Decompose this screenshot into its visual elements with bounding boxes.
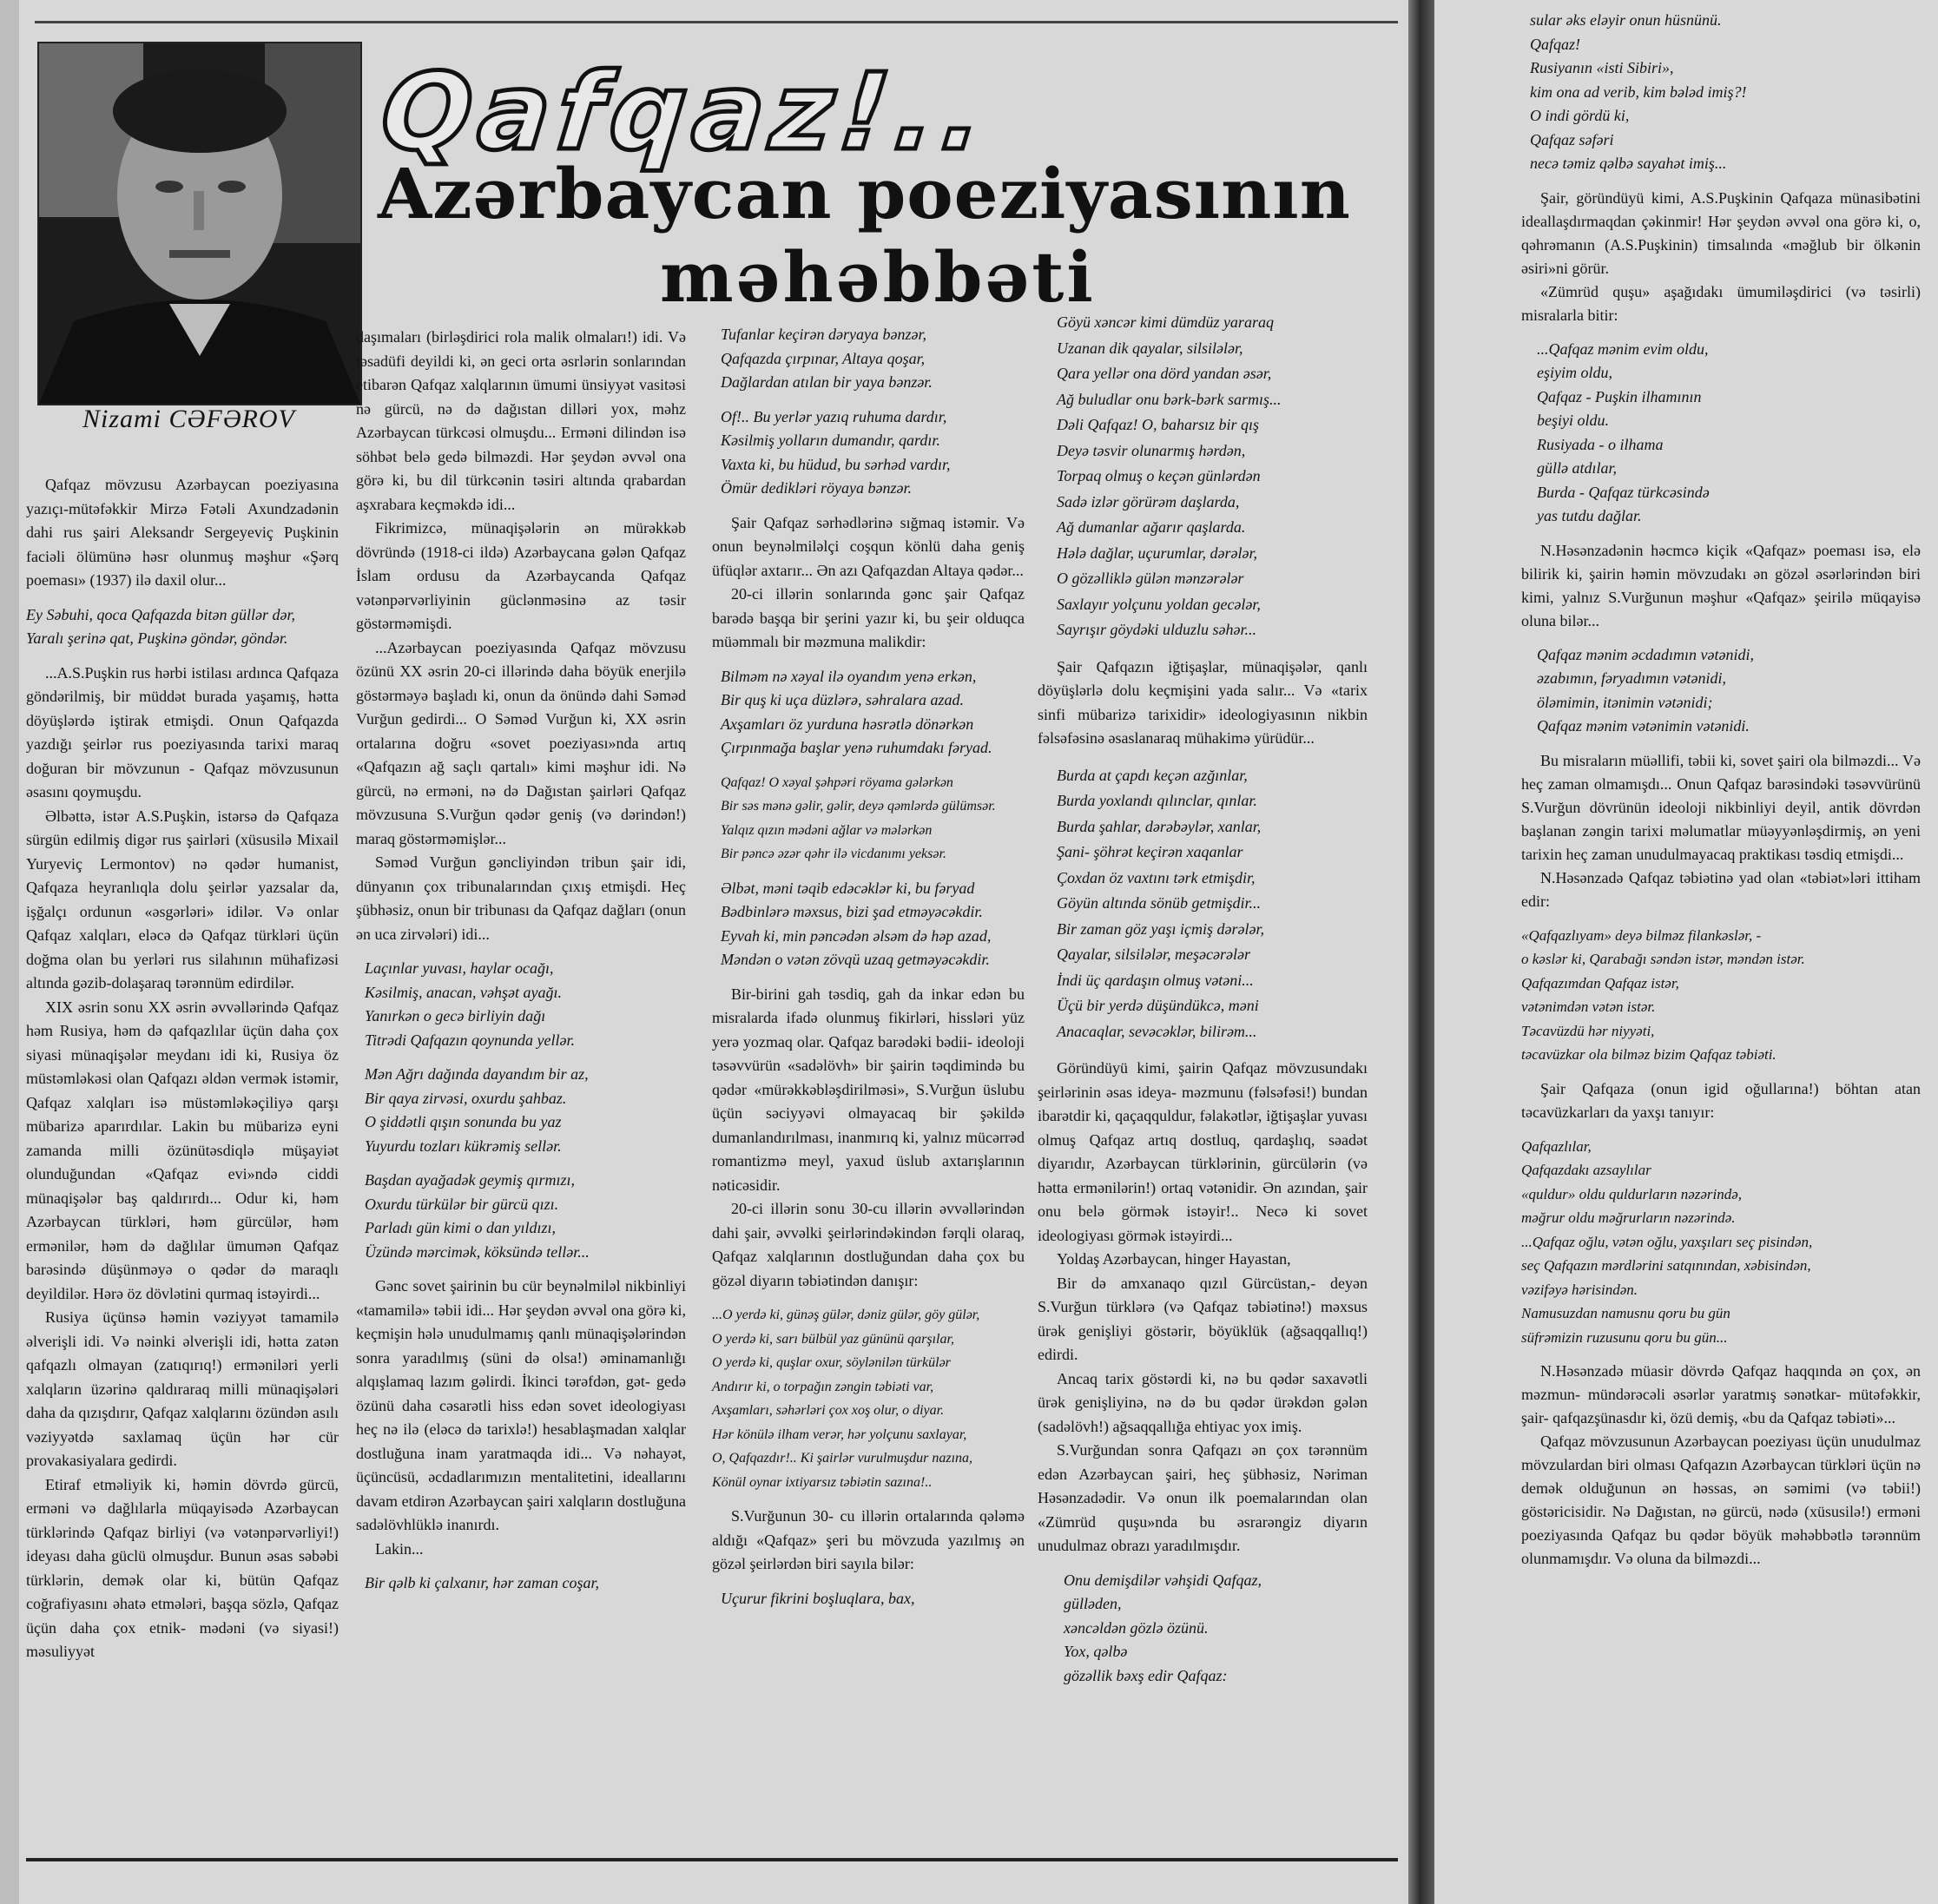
paragraph: Yoldaş Azərbaycan, hinger Hayastan, — [1057, 1250, 1291, 1268]
poem-stanza: Qafqaz mənim əcdadımın vətənidi, əzabımın, fəryadımın vətənidi, öləmimin, itənimin vətənidi; Qafqaz mənim vətənimin vətənidi. — [1537, 645, 1754, 735]
paragraph: Rusiya üçünsə həmin vəziyyət tamamilə əlverişli idi. Və nəinki əlverişli idi, hətta zatən qafqazlı olmayan (zatıqırıq!) erməniləri yerli xalqların üzərinə qaldıraraq milli münaqişələri daha da qızışdırır, Qafqaz xalqlarını özündən asılı vəziyyətdə saxlamaq üçün hər cür provakasiyalara gedirdi. — [26, 1308, 339, 1469]
paragraph: ...A.S.Puşkin rus hərbi istilası ardınca Qafqaza göndərilmiş, bir müddət burada yaşamış, hətta döyüşlərdə iştirak etmişdi. Onun Qafqazda yazdığı şeirlər rus poeziyasında tarixi maraq doğuran bir mövzunun - Qafqaz mövzusunun əsasını qoymuşdu. — [26, 663, 339, 800]
paragraph: Şair Qafqazın iğtişaşlar, münaqişələr, qanlı döyüşlərlə dolu keçmişini yada salır... Və «tarix sinfi mübarizə tarixidir» ideologiyasının nikbin fəlsəfəsinə əsaslanaraq mühakimə yürüdür... — [1038, 657, 1368, 747]
poem-stanza: «Qafqazlıyam» deyə bilməz filankəslər, - o kəslər ki, Qarabağı səndən istər, məndən istər. Qafqazımdan Qafqaz istər, vətənimdən vətən istər. Təcavüzdü hər niyyəti, təcavüzkar ola bilməz bizim Qafqaz təbiəti. — [1521, 926, 1805, 1063]
paragraph: S.Vurğunun 30- cu illərin ortalarında qələmə aldığı «Qafqaz» şeri bu mövzuda yazılmış ən gözəl şeirlərdən biri sayıla bilər: — [712, 1507, 1025, 1572]
poem-stanza: Qafqazlılar, Qafqazdakı azsaylılar «quldur» oldu quldurların nəzərində, məğrur oldu məğrurların nəzərində. ...Qafqaz oğlu, vətən oğlu, yaxşıları seç pisindən, seç Qafqazın mərdlərini satqınından, xəbisindən, vəzifəyə hərisindən. Namusuzdan namusnu qoru bu gün süfrəmizin ruzusunu qoru bu gün... — [1521, 1137, 1813, 1346]
poem-stanza: Tufanlar keçirən dəryaya bənzər, Qafqazda çırpınar, Altaya qoşar, Dağlardan atılan bir yaya bənzər. — [721, 326, 933, 391]
paragraph: Qafqaz mövzusu Azərbaycan poeziyasına yazıçı-mütəfəkkir Mirzə Fətəli Axundzadənin dahi rus şairi Aleksandr Sergeyeviç Puşkinin faciəli ölümünə həsr olunmuş məşhur «Şərq poeması» (1937) ilə daxil olur... — [26, 476, 339, 589]
poem-stanza: ...Qafqaz mənim evim oldu, eşiyim oldu, Qafqaz - Puşkin ilhamının beşiyi oldu. Rusiyada - o ilhama güllə atdılar, Burda - Qafqaz türkcəsində yas tutdu dağlar. — [1537, 339, 1710, 524]
article-column-4 — [1038, 310, 1368, 1698]
poem-stanza: sular əks elәyir onun hüsnünü. Qafqaz! Rusiyanın «isti Sibiri», kim ona ad verib, kim bələd imiş?! O indi gördü ki, Qafqaz səfəri necə təmiz qəlbə sayahət imiş... — [1530, 11, 1747, 172]
paragraph: «Zümrüd quşu» aşağıdakı ümumiləşdirici (və təsirli) misralarla bitir: — [1521, 282, 1921, 324]
paragraph: Bu misraların müəllifi, təbii ki, sovet şairi ola bilməzdi... Və heç zaman olmamışdı... Onun Qafqaz barəsindəki təsəvvürünü S.Vurğun dövrünün ideoloji nikbinliyi deyil, antik dövrdən başlanan zəngin tarixi məlumatlar müəyyənləşdirmiş, ən yeni tarixin heç zaman unudulmayacaq praktikası təsdiq etmişdi... — [1521, 751, 1921, 863]
article-column-2 — [356, 326, 686, 1606]
poem-stanza: Mən Ağrı dağında dayandım bir az, Bir qaya zirvəsi, oxurdu şahbaz. O şiddətli qışın sonunda bu yaz Yuyurdu tozları kükrəmiş sellər. — [365, 1065, 589, 1155]
paragraph: Fikrimizcə, münaqişələrin ən mürəkkəb dövründə (1918-ci ildə) Azərbaycana gələn Qafqaz İslam ordusu da Azərbaycanda Qafqaz vətənpərvərliyinin güclənməsinə az təsir göstərməmişdi. — [356, 519, 686, 632]
bottom-rule — [26, 1858, 1398, 1861]
paragraph: Gənc sovet şairinin bu cür beynəlmiləl nikbinliyi «tamamilə» təbii idi... Hər şeydən əvvəl ona görə ki, keçmişin hələ unudulmamış qanlı münaqişələrindən sonra yaradılmış (süni də olsa!) əminamanlığı alqışlamaq lazım gəlirdi. İkinci tərəfdən, gət- gedə özünü daha cəsarətli hiss edən sovet ideologiyası heç nə ilə (eləcə də tarixlə!) hesablaşmadan xalqlar dostluğuna inam yaratmaqda idi... Və nəhayət, üçüncüsü, əcdadlarımızın mentalitetini, ideallarını davam etdirən Azərbaycan şairi xalqların dostluğuna sadəlövhlüklə inanırdı. — [356, 1277, 686, 1533]
paragraph: Göründüyü kimi, şairin Qafqaz mövzusundakı şeirlərinin əsas ideya- məzmunu (fəlsəfəsi!) bundan ibarətdir ki, qaçaqquldur, fəlakətlər, iğtişaşlar yuvası olmuş Qafqaz artıq dostluq, qardaşlıq, səadət diyarıdır, Azərbaycan türklərinin, gürcülərin (və hətta ermənilərin!) ortaq vətənidir. Ən azından, şair onu belə görmək istəyir!.. Necə ki sovet ideologiyası görmək istəyirdi... — [1038, 1059, 1368, 1244]
poem-stanza: Of!.. Bu yerlər yazıq ruhuma dardır, Kəsilmiş yolların dumandır, qardır. Vaxta ki, bu hüdud, bu sərhəd vardır, Ömür dedikləri röyaya bənzər. — [721, 407, 951, 497]
poem-stanza: ...O yerdə ki, günəş gülər, dəniz gülər, göy gülər, O yerdə ki, sarı bülbül yaz gününü qarşılar, O yerdə ki, quşlar oxur, söylənilən türkülər Andırır ki, o torpağın zəngin təbiəti var, Axşamları, səhərləri çox xoş olur, o diyar. Hər könülə ilham verər, hər yolçunu saxlayar, O, Qafqazdır!.. Ki şairlər vurulmuşdur nazına, Könül oynar ixtiyarsız təbiətin sazına!.. — [712, 1308, 980, 1490]
paragraph: 20-ci illərin sonlarında gənc şair Qafqaz barədə başqa bir şerini yazır ki, bu şeir olduqca müəmmalı bir məzmuna malikdir: — [712, 585, 1025, 650]
paragraph: Ancaq tarix göstərdi ki, nə bu qədər saxavətli ürək genişliyinə, nə də bu qədər ürəkdən gələn (sadəlövh!) ağsaqqallığa ehtiyac yox imiş. — [1038, 1369, 1368, 1435]
headline-subtitle-line1: Azərbaycan poeziyasının — [378, 153, 1351, 234]
paragraph: Şair Qafqaza (onun igid oğullarına!) böhtan atan təcavüzkarları da yaxşı tanıyır: — [1521, 1079, 1921, 1121]
author-portrait-icon — [39, 43, 360, 404]
poem-stanza: Bir qəlb ki çalxanır, hər zaman coşar, — [365, 1574, 599, 1591]
poem-stanza: Bilməm nə xəyal ilə oyandım yenə erkən, Bir quş ki uça düzlərə, səhralara azad. Axşamları öz yurduna həsrətlə dönərkən Çırpınmağa başlar yenə ruhumdakı fəryad. — [721, 667, 992, 756]
poem-stanza: Onu demişdilər vəhşidi Qafqaz, gülləden, xəncəldən gözlə özünü. Yox, qəlbə gözəllik bəxş edir Qafqaz: — [1064, 1571, 1262, 1684]
paragraph: S.Vurğundan sonra Qafqazı ən çox tərənnüm edən Azərbaycan şairi, heç şübhəsiz, Nəriman Həsənzadədir. Və onun ilk poemalarından olan «Zümrüd quşu»nda bu əsrarəngiz diyarın unudulmaz obrazı yaradılmışdır. — [1038, 1441, 1368, 1554]
paragraph: N.Həsənzadənin həcmcə kiçik «Qafqaz» poeması isə, elə bilirik ki, şairin həmin mövzudakı ən gözəl əsərlərindən biri kimi, yalnız S.Vurğunun məşhur «Qafqaz» şeirilə müqayisə oluna bilər... — [1521, 541, 1921, 629]
paragraph: Lakin... — [375, 1539, 424, 1558]
page-gutter — [1408, 0, 1434, 1904]
poem-stanza: Uçurur fikrini boşluqlara, bax, — [721, 1589, 915, 1607]
poem-stanza: Laçınlar yuvası, haylar ocağı, Kəsilmiş, anacan, vəhşət ayağı. Yanırkən o gecə birliyin dağı Titrədi Qafqazın qoynunda yellər. — [365, 959, 575, 1049]
paragraph: N.Həsənzadə Qafqaz təbiətinə yad olan «təbiət»ləri ittiham edir: — [1521, 868, 1921, 910]
epigraph: Ey Səbuhi, qoca Qafqazda bitən güllər dər, Yaralı şerinə qat, Puşkinə göndər, göndər. — [26, 605, 295, 647]
paragraph: Bir də amxanaqo qızıl Gürcüstan,- deyən S.Vurğun türklərə (və Qafqaz təbiətinə!) məxsus ürək genişliyi göstərir, böyüklük (ağsaqqallıq!) edirdi. — [1038, 1274, 1368, 1363]
paragraph: XIX əsrin sonu XX əsrin əvvəllərində Qafqaz həm Rusiya, həm də qafqazlılar üçün daha çox siyasi münaqişələr meydanı idi ki, Rusiya öz müstəmləkəsi olan Qafqazı əldən vermək istəmir, Qafqaz xalqları isə müstəmləkəçiliyə qarşı mübarizə aparırdılar. Lakin bu mübarizə eyni zamanda milli özünütəsdiqlə müşayiət olunduğundan «Qafqaz evi»ndə ciddi münaqişələr baş qaldırırdı... Odur ki, həm Azərbaycan türkləri, həm gürcülər, həm ermənilər, həm də dağlılar ümumən Qafqaz barəsində düşünməyə o qədər də maraqlı deyildilər. Hərə öz dövlətini qurmaq istəyirdi... — [26, 998, 339, 1302]
poem-stanza: Əlbət, məni təqib edəcəklər ki, bu fəryad Bədbinlərə məxsus, bizi şad etməyəcəkdir. Eyvah ki, min pəncədən əlsəm də həp azad, Məndən o vətən zövqü uzaq getməyəcəkdir. — [721, 879, 992, 968]
top-rule — [35, 21, 1398, 23]
poem-stanza: Qafqaz! O xəyal şəhpəri röyama gələrkən Bir səs mənə gəlir, gəlir, deyə qəmlərdə gülümsər. Yalqız qızın mədəni ağlar və mələrkən Bir pəncə əzər qəhr ilə vicdanımı yeksər. — [721, 774, 996, 861]
paragraph: Bir-birini gah təsdiq, gah da inkar edən bu misralarda ifadə olunmuş fikirləri, hissləri yüz yerə yozmaq olar. Qafqaz barədəki bədii- ideoloji təsəvvürün «sadəlövh» bir şairin təqdimində bu qədər «mürəkkəbləşdirilməsi», S.Vurğun üslubu üçün səciyyəvi olmayacaq bir şəkildə dumanlandırılması, inanmırıq ki, yalnız mücərrəd romantizmə meyl, yaxud üslub axtarışlarının nəticəsidir. — [712, 985, 1025, 1194]
paragraph: Əlbəttə, istər A.S.Puşkin, istərsə də Qafqaza sürgün edilmiş digər rus şairləri (xüsusilə Mixail Yuryeviç Lermontov) nə qədər humanist, Qafqaza heyranlıqla dolu şeirlər yazsalar da, işğalçı ordunun «əsgərləri» idilər. Və onlar Qafqaz xalqları, eləcə də Qafqaz türkləri üçün doğma olan bu yerləri rus silahının mühafizəsi altında gəzib-dolaşaraq tərənnüm edirdilər. — [26, 807, 339, 992]
paragraph: ...Azərbaycan poeziyasında Qafqaz mövzusu özünü XX əsrin 20-ci illərində daha böyük enerjilə göstərməyə başladı ki, onun da önündə dahi Səməd Vurğun gedirdi... O Səməd Vurğun ki, XX əsrin ortalarına doğru «sovet poeziyası»nda artıq «Qafqazın ağ saçlı qartalı» kimi məşhur idi. Nə gürcü, nə erməni, nə də Dağıstan şairləri Qafqaz mövzusuna S.Vurğun qədər geniş (və dərindən!) maraq göstərməmişlər... — [356, 638, 686, 847]
paragraph: Qafqaz mövzusunun Azərbaycan poeziyası üçün unudulmaz mövzulardan biri olması Qafqazın Azərbaycan türkləri üçün nə demək olduğunun ən həssas, ən səmimi (və təbii!) göstəricisidir. Nə Dağıstan, nə gürcü, nədə (xüsusilə!) erməni poeziyasında Qafqaz bu qədər böyük məhəbbətlə tərənnüm olunmamışdır. Və oluna da bilməzdi... — [1521, 1433, 1921, 1567]
article-column-1 — [26, 473, 339, 1664]
paragraph: 20-ci illərin sonu 30-cu illərin əvvəllərindən dahi şair, əvvəlki şeirlərindəkindən fərqli olaraq, Qafqaz xalqlarının dostluğundan daha çox bu gözəl diyarın təbiətindən danışır: — [712, 1200, 1025, 1289]
poem-stanza: Başdan ayağadək geymiş qırmızı, Oxurdu türkülər bir gürcü qızı. Parladı gün kimi o dan yıldızı, Üzündə mərcimək, köksündə tellər... — [365, 1171, 590, 1261]
author-photo — [37, 42, 362, 405]
headline-title: Qafqaz!.. — [375, 50, 997, 174]
poem-stanza: Göyü xəncər kimi dümdüz yararaq Uzanan dik qayalar, silsilələr, Qara yellər ona dörd yandan əsər, Ağ buludlar onu bərk-bərk sarmış... Dəli Qafqaz! O, baharsız bir qış Deyə təsvir olunarmış hərdən, Torpaq olmuş o keçən günlərdən Sadə izlər görürəm daşlarda, Ağ dumanlar ağarır qaşlarda. Hələ dağlar, uçurumlar, dərələr, O gözəlliklə gülən mənzərələr Saxlayır yolçunu yoldan gecələr, Sayrışır göydəki ulduzlu səhər... — [1057, 313, 1282, 638]
author-byline: Nizami CƏFƏROV — [82, 405, 295, 433]
paragraph: N.Həsənzadə müasir dövrdə Qafqaz haqqında ən çox, ən məzmun- mündərəcəli əsərlər yaratmış sənətkar- mütəfəkkir, şair- qafqazşünasdır ki, özü demiş, «bu da Qafqaz təbiəti»... — [1521, 1362, 1921, 1426]
paragraph: Şair, göründüyü kimi, A.S.Puşkinin Qafqaza münasibətini ideallaşdırmaqdan çəkinmir! Hər şeydən əvvəl ona görə ki, o, qəhrəmanın (A.S.Puşkinin) timsalında «məğlub bir ölkənin əsiri»ni görür. — [1521, 188, 1921, 277]
poem-stanza: Burda at çapdı keçən azğınlar, Burda yoxlandı qılınclar, qınlar. Burda şahlar, dərəbəylər, xanlar, Şani- şöhrət keçirən xaqanlar Çoxdan öz vaxtını tərk etmişdir, Göyün altında sönüb getmişdir... Bir zaman göz yaşı içmiş dərələr, Qayalar, silsilələr, meşəcərələr İndi üç qardaşın olmuş vətəni... Üçü bir yerdə düşündükcə, məni Anacaqlar, sevəcəklər, bilirəm... — [1057, 766, 1264, 1040]
article-column-5 — [1521, 9, 1921, 1571]
paragraph: Etiraf etməliyik ki, həmin dövrdə gürcü, erməni və dağlılarla müqayisədə Azərbaycan türklərində Qafqaz birliyi (və vətənpərvərliyi!) ideyası daha güclü olmuşdur. Bunun əsas səbəbi türklərin, demək olar ki, bütün Qafqaz coğrafiyasını əhatə etmələri, başqa sözlə, Qafqaz üçün daha çox etnik- mədəni (və siyasi!) məsuliyyət — [26, 1475, 339, 1660]
paragraph: daşımaları (birləşdirici rola malik olmaları!) idi. Və təsadüfi deyildi ki, ən geci orta əsrlərin sonlarından etibarən Qafqaz xalqlarının ümumi ünsiyyət vasitəsi nə gürcü, nə də dağıstan dilləri yox, məhz Azərbaycan türkcəsi olmuşdu... Erməni dilindən isə söhbət belə gedə bilməzdi. Hər şeydən əvvəl ona görə ki, bu dil türkcənin təsiri altında qrabardan aşxrabara keçməkdə idi... — [356, 328, 686, 513]
headline-subtitle-line2: məhəbbəti — [660, 236, 1096, 318]
article-column-3 — [712, 323, 1025, 1621]
paragraph: Şair Qafqaz sərhədlərinə sığmaq istəmir. Və onun beynəlmiləlçi coşqun könlü daha geniş üfüqlər axtarır... Ən azı Qafqazdan Altaya qədər... — [712, 513, 1025, 579]
paragraph: Səməd Vurğun gəncliyindən tribun şair idi, dünyanın çox tribunalarından çıxış etmişdi. Heç şübhəsiz, onun bir tribunası da Qafqaz dağları (onun ən uca zirvələri) idi... — [356, 853, 686, 943]
